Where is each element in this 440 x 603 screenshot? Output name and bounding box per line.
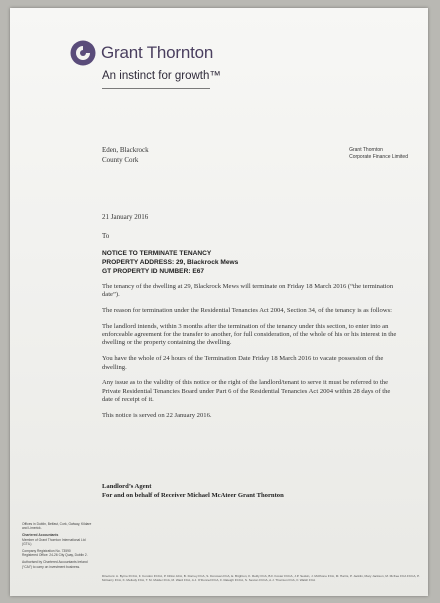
body-paragraph: The tenancy of the dwelling at 29, Blackrock Mews will terminate on Friday 18 March 2016 (“the termination date”). xyxy=(102,283,394,299)
offices-locations: Offices in Dublin, Belfast, Cork, Galway, Kildare and Limerick. xyxy=(22,522,92,531)
logo-text: Grant Thornton xyxy=(101,43,214,62)
chartered-title: Chartered Accountants xyxy=(22,533,59,538)
property-address: PROPERTY ADDRESS: 29, Blackrock Mews xyxy=(102,259,239,266)
letter-date: 21 January 2016 xyxy=(102,213,149,221)
property-id: GT PROPERTY ID NUMBER: E67 xyxy=(102,268,205,275)
sender-company-line: Corporate Finance Limited xyxy=(349,154,408,160)
letter-body xyxy=(102,283,402,428)
recipient-address xyxy=(102,145,149,165)
chartered-block xyxy=(22,533,92,546)
tagline-rule xyxy=(102,88,210,89)
body-paragraph: The landlord intends, within 3 months after the termination of the tenancy under this section, to enter into an enforceable agreement for the transfer to another, for full consideration, of the whole of his or his interest in the dwelling or the property containing the dwelling. xyxy=(102,322,397,347)
letter-page xyxy=(10,8,428,596)
grant-thornton-logo xyxy=(70,40,213,66)
body-paragraph: Any issue as to the validity of this notice or the right of the landlord/tenant to serve it must be referred to the Private Residential Tenancies Board under Part 6 of the Residential Tenancies Act 2004 within 28 days of the date of receipt of it. xyxy=(102,379,391,403)
company-registration: Company Registration No. 73590 xyxy=(22,549,71,554)
recipient-address-line: Eden, Blackrock xyxy=(102,146,149,154)
grant-thornton-logo-icon xyxy=(70,40,96,66)
sender-company-line: Grant Thornton xyxy=(349,147,383,153)
body-paragraph: This notice is served on 22 January 2016. xyxy=(102,411,212,419)
notice-heading xyxy=(102,249,238,276)
notice-title: NOTICE TO TERMINATE TENANCY xyxy=(102,250,212,257)
logo-tagline: An instinct for growth™ xyxy=(102,70,221,82)
directors-footer: Directors: A. Byrne FCCA, F. Condon FCCA, P. Dillon ACA, B. Dorney FCA, S. Donovan FCA, E. Brighton, K. Reilly FCA, B.F. Foster FCCA, J.P. Seskin, J. McIlhone FCA, M. Harris, P. Jacklin, Mary Jackson, M. McKee FCA FCCA, P. McGarry FCA, K. Mellody FCA, T. M. Mulder FCA, M. Ward FCA, A.J. O'Donnell FCA, F. Raleigh FCCA, S. Sexton FCCA, A.J. Thornton FCA, F. Walsh FCA xyxy=(102,574,420,582)
body-paragraph: The reason for termination under the Residential Tenancies Act 2004, Section 34, of the tenancy is as follows: xyxy=(102,307,393,315)
signature-block xyxy=(102,483,284,500)
sender-company xyxy=(349,147,408,161)
to-label: To xyxy=(102,232,110,240)
signature-on-behalf: For and on behalf of Receiver Michael McAteer Grant Thornton xyxy=(102,491,284,499)
signature-title: Landlord’s Agent xyxy=(102,483,152,490)
offices-footer xyxy=(22,522,92,572)
chartered-member: Member of Grant Thornton International Ltd (GTIL) xyxy=(22,537,86,546)
registration-block xyxy=(22,549,92,557)
body-paragraph: You have the whole of 24 hours of the Termination Date Friday 18 March 2016 to vacate possession of the dwelling. xyxy=(102,355,384,371)
recipient-address-line: County Cork xyxy=(102,156,139,164)
registered-office: Registered Office: 24-26 City Quay, Dublin 2. xyxy=(22,553,88,558)
authorised-statement: Authorised by Chartered Accountants Ireland (“CAI”) to carry on investment business. xyxy=(22,560,88,569)
